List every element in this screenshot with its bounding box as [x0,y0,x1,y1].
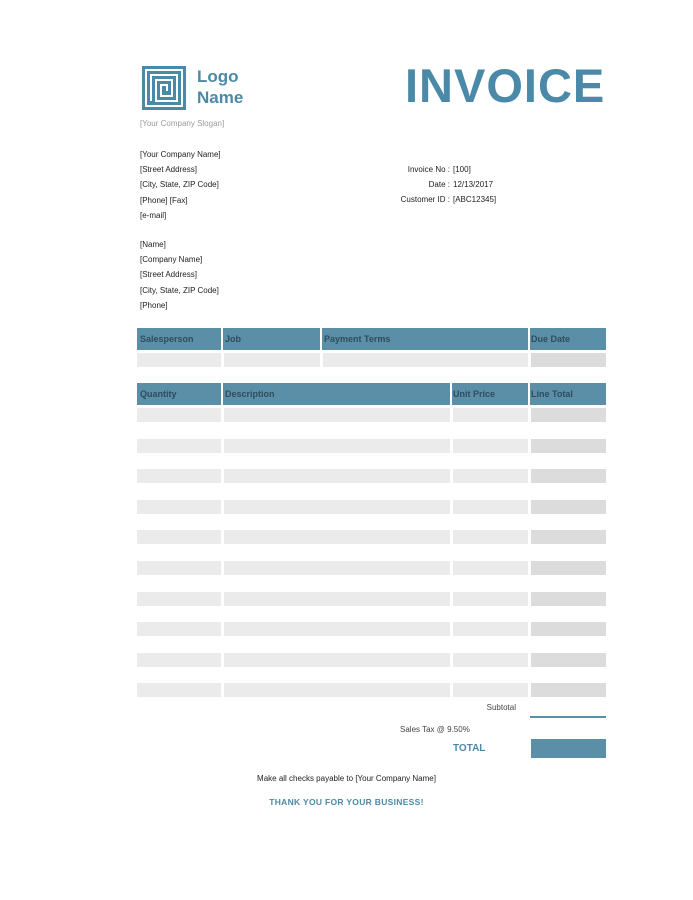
table-cell[interactable] [224,653,450,667]
job-cell[interactable] [323,353,528,367]
subtotal-line [530,716,606,718]
customer-id-value: [ABC12345] [453,195,497,205]
recipient-address [140,237,219,313]
header-due-date: Due Date [531,334,571,344]
table-cell[interactable] [531,653,606,667]
table-cell[interactable] [137,530,221,544]
logo-name [197,66,243,108]
job-table-header [137,328,606,350]
total-value[interactable] [531,739,606,758]
table-cell[interactable] [453,561,528,575]
column-divider [221,383,223,405]
invoice-meta-labels [360,162,450,208]
recipient-phone: [Phone] [140,300,168,310]
table-cell[interactable] [137,561,221,575]
column-divider [450,383,452,405]
table-cell[interactable] [224,530,450,544]
payable-note: Make all checks payable to [Your Company Name] [257,774,436,783]
company-slogan: [Your Company Slogan] [140,119,225,128]
table-cell[interactable] [224,469,450,483]
table-cell[interactable] [137,408,221,422]
sender-address [140,147,221,223]
table-cell[interactable] [224,439,450,453]
recipient-company: [Company Name] [140,255,203,265]
tax-label: Sales Tax @ [400,725,445,734]
table-cell[interactable] [531,683,606,697]
header-salesperson: Salesperson [140,334,194,344]
header-quantity: Quantity [140,389,177,399]
table-cell[interactable] [453,530,528,544]
table-cell[interactable] [453,439,528,453]
column-divider [320,328,322,350]
table-cell[interactable] [137,622,221,636]
table-cell[interactable] [531,439,606,453]
recipient-name: [Name] [140,240,166,249]
table-cell[interactable] [531,530,606,544]
job-cell[interactable] [224,353,320,367]
table-cell[interactable] [137,500,221,514]
table-cell[interactable] [224,592,450,606]
table-cell[interactable] [453,653,528,667]
table-cell[interactable] [531,592,606,606]
table-cell[interactable] [224,622,450,636]
table-cell[interactable] [224,683,450,697]
recipient-city: [City, State, ZIP Code] [140,285,219,295]
table-cell[interactable] [453,683,528,697]
date-label: Date : [428,180,450,190]
logo-line-2: Name [197,88,244,107]
logo-icon [141,65,187,111]
table-cell[interactable] [224,500,450,514]
table-cell[interactable] [453,408,528,422]
invoice-no-label: Invoice No : [407,165,450,174]
table-cell[interactable] [137,683,221,697]
table-cell[interactable] [531,469,606,483]
sender-phone-fax: [Phone] [Fax] [140,195,188,205]
invoice-title: INVOICE [405,59,606,112]
sender-street: [Street Address] [140,165,197,175]
table-cell[interactable] [137,653,221,667]
logo-line-1: Logo [197,67,239,86]
job-cell[interactable] [531,353,606,367]
items-table-header [137,383,606,405]
header-line-total: Line Total [531,389,573,399]
sender-email: [e-mail] [140,210,167,220]
table-cell[interactable] [531,622,606,636]
table-cell[interactable] [453,592,528,606]
header-unit-price: Unit Price [453,389,496,399]
column-divider [528,383,530,405]
total-label: TOTAL [453,743,486,754]
table-cell[interactable] [531,561,606,575]
table-cell[interactable] [224,408,450,422]
subtotal-label: Subtotal [486,703,516,712]
invoice-no-value: [100] [453,165,471,174]
table-cell[interactable] [224,561,450,575]
table-cell[interactable] [453,622,528,636]
table-cell[interactable] [531,408,606,422]
job-cell[interactable] [137,353,221,367]
recipient-street: [Street Address] [140,270,197,280]
tax-row [400,725,470,734]
table-cell[interactable] [137,592,221,606]
header-payment-terms: Payment Terms [324,334,391,344]
header-description: Description [225,389,275,399]
table-cell[interactable] [137,469,221,483]
table-cell[interactable] [453,469,528,483]
table-cell[interactable] [453,500,528,514]
table-cell[interactable] [531,500,606,514]
sender-company: [Your Company Name] [140,150,221,159]
customer-id-label: Customer ID : [400,195,450,205]
tax-rate: 9.50% [447,725,470,734]
table-cell[interactable] [137,439,221,453]
invoice-meta-values [453,162,496,208]
date-value: 12/13/2017 [453,180,494,190]
sender-city: [City, State, ZIP Code] [140,180,219,190]
column-divider [528,328,530,350]
column-divider [221,328,223,350]
header-job: Job [225,334,242,344]
thank-you-note: THANK YOU FOR YOUR BUSINESS! [269,797,424,807]
